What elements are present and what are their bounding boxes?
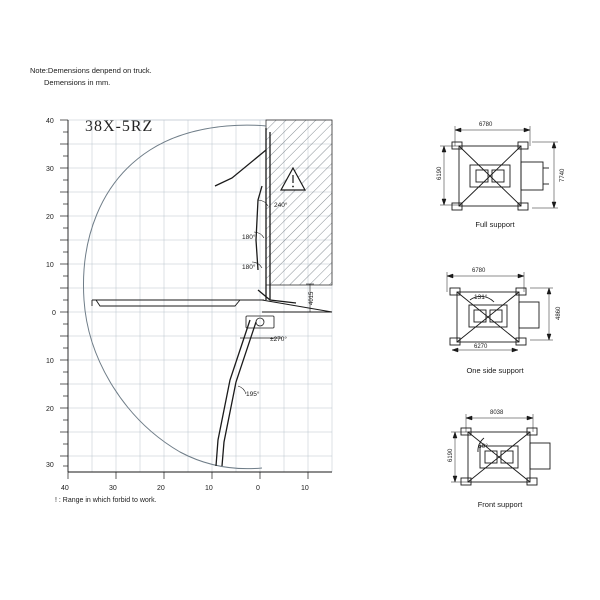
angle-arcs (238, 200, 268, 394)
full-support-caption: Full support (475, 220, 515, 229)
front-support-caption: Front support (477, 500, 523, 509)
svg-text:30: 30 (109, 485, 117, 492)
svg-text:10: 10 (46, 358, 54, 365)
note-line-2: Demensions in mm. (44, 78, 111, 87)
front-support-view (448, 410, 550, 485)
svg-text:10: 10 (301, 485, 309, 492)
reach-envelope (84, 125, 266, 469)
one-side-support-caption: One side support (466, 366, 524, 375)
svg-text:0: 0 (256, 485, 260, 492)
one-side-width-label: 6780 (472, 268, 486, 274)
outrigger-detail (240, 316, 282, 338)
svg-text:20: 20 (157, 485, 165, 492)
full-support-depth-left-label: 6190 (437, 166, 443, 180)
full-support-view (437, 122, 566, 210)
angle-180-upper-label: 180° (242, 234, 256, 241)
angle-195-label: 195° (246, 391, 260, 398)
one-side-width-bottom-label: 6270 (474, 344, 488, 350)
angle-240-label: 240° (274, 202, 288, 209)
svg-text:30: 30 (46, 166, 54, 173)
svg-text:40: 40 (61, 485, 69, 492)
note-line-1: Note:Demensions denpend on truck. (30, 66, 152, 75)
svg-text:10: 10 (205, 485, 213, 492)
x-axis-labels (61, 485, 309, 492)
svg-text:20: 20 (46, 406, 54, 413)
model-title: 38X-5RZ (85, 118, 154, 135)
rotation-270-label: ±270° (270, 336, 288, 343)
front-support-width-label: 8038 (490, 410, 504, 416)
svg-text:30: 30 (46, 462, 54, 469)
y-axis (60, 120, 68, 472)
one-side-angle-131-label: 131° (474, 294, 488, 301)
full-support-depth-right-label: 7740 (560, 168, 566, 182)
y-axis-labels (46, 118, 56, 469)
x-axis (68, 472, 332, 479)
svg-text:0: 0 (52, 310, 56, 317)
angle-180-lower-label: 180° (242, 264, 256, 271)
full-support-width-label: 6780 (479, 122, 493, 128)
height-4015-label: 4015 (309, 291, 315, 305)
svg-text:20: 20 (46, 214, 54, 221)
footnote: ! : Range in which forbid to work. (55, 497, 157, 504)
svg-text:40: 40 (46, 118, 54, 125)
front-support-depth-left-label: 6190 (448, 448, 454, 462)
one-side-support-view (447, 268, 562, 352)
one-side-depth-right-label: 4860 (556, 306, 562, 320)
front-support-angle-60-label: 60° (478, 443, 488, 450)
svg-text:10: 10 (46, 262, 54, 269)
